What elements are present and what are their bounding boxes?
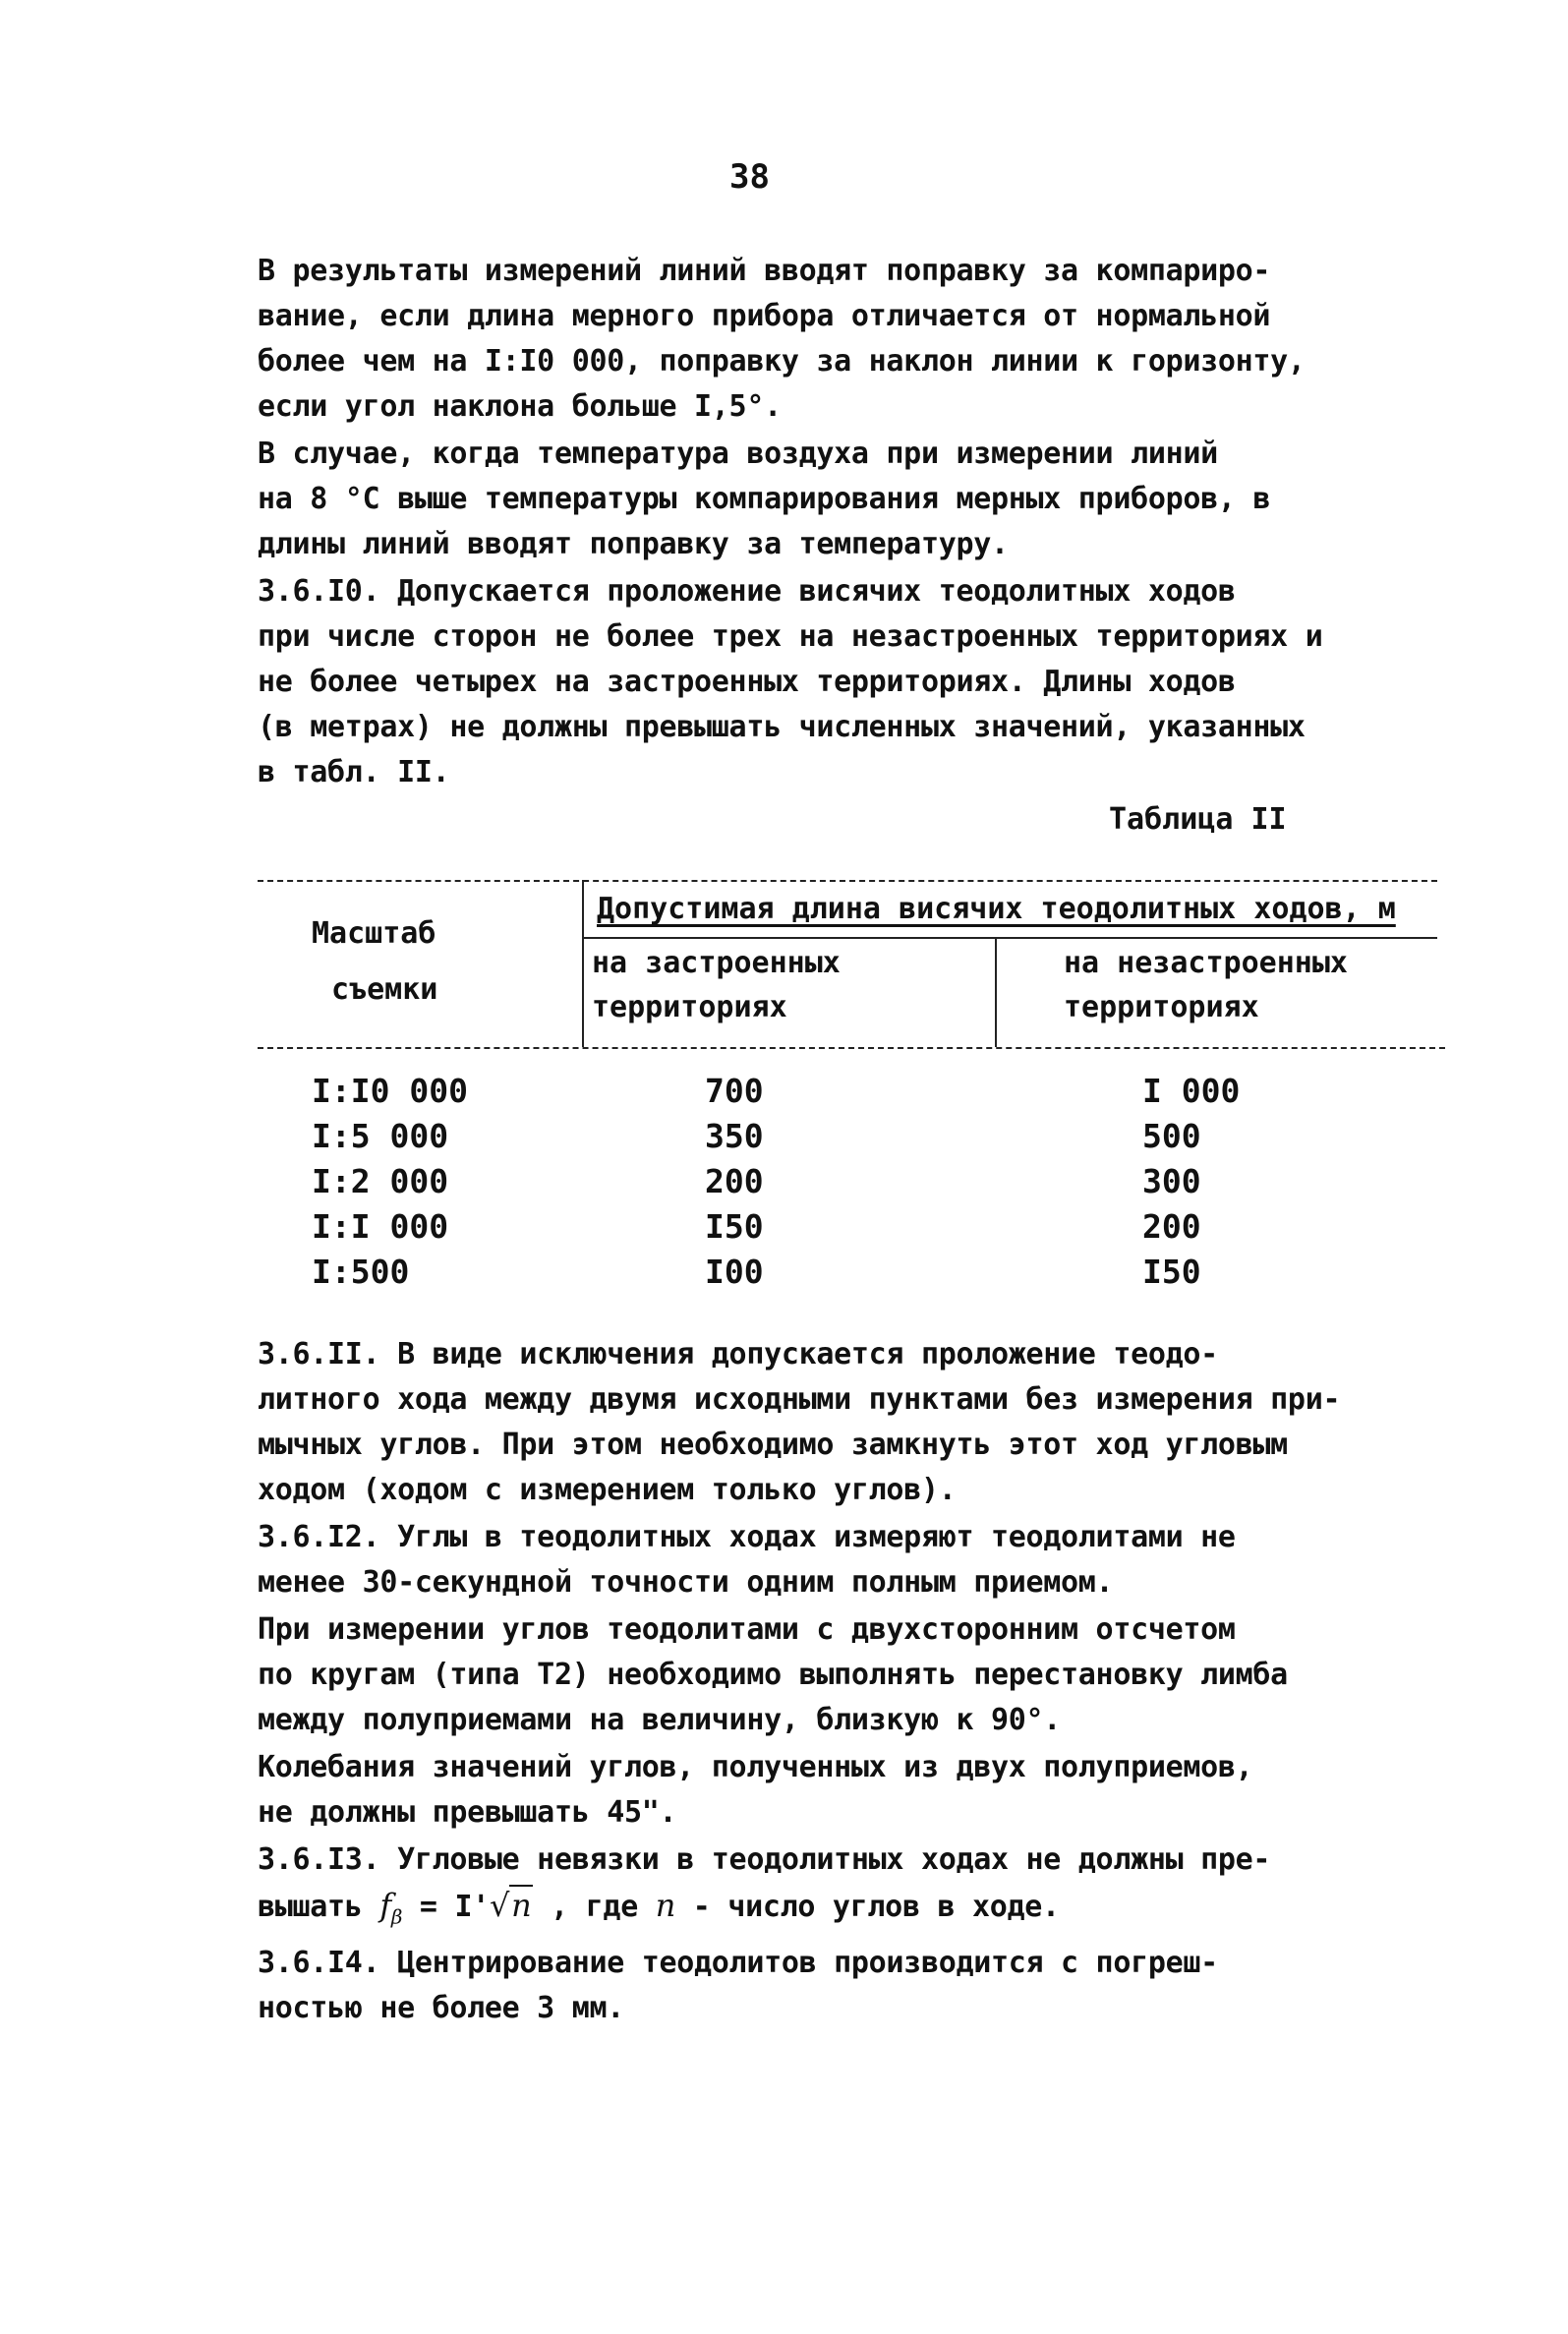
paragraph-angle-variation	[258, 1745, 1427, 1836]
table-left-divider	[582, 880, 584, 1047]
text-line: если угол наклона больше I,5°.	[258, 389, 782, 424]
table-group-rule	[584, 937, 1437, 939]
text-line: длины линий вводят поправку за температуру.	[258, 527, 1009, 561]
header-built-line-2: территориях	[592, 990, 787, 1024]
paragraph-3-6-10	[258, 569, 1427, 795]
text-line: мычных углов. При этом необходимо замкнуть этот ход угловым	[258, 1428, 1288, 1462]
formula-line	[258, 1883, 1427, 1939]
text-line: Колебания значений углов, полученных из двух полуприемов,	[258, 1750, 1253, 1784]
text-line: в табл. II.	[258, 755, 450, 789]
text-fragment: , где	[533, 1890, 656, 1924]
cell-built: 350	[705, 1117, 764, 1155]
table-header	[258, 880, 1447, 1052]
cell-built: I00	[705, 1253, 764, 1291]
text-line: вание, если длина мерного прибора отличается от нормальной	[258, 299, 1271, 333]
f-symbol: f	[379, 1887, 391, 1924]
text-line: при числе сторон не более трех на незастроенных территориях и	[258, 619, 1323, 654]
text-line: 3.6.I4. Центрирование теодолитов производится с погреш-	[258, 1946, 1218, 1981]
header-unbuilt-line-1: на незастроенных	[1064, 946, 1348, 980]
paragraph-corrections	[258, 249, 1427, 430]
after-table-text	[258, 1332, 1427, 2031]
text-line: 3.6.II. В виде исключения допускается проложение теодо-	[258, 1337, 1218, 1371]
text-line: между полуприемами на величину, близкую к 90°.	[258, 1703, 1062, 1737]
cell-built: 200	[705, 1162, 764, 1200]
table-row	[258, 1117, 1447, 1162]
text-line: 3.6.I0. Допускается проложение висячих теодолитных ходов	[258, 574, 1236, 609]
table-top-rule	[258, 880, 1437, 882]
header-built-line-1: на застроенных	[592, 946, 841, 980]
table-bottom-rule	[258, 1047, 1445, 1049]
text-line: ходом (ходом с измерением только углов).	[258, 1473, 957, 1507]
cell-scale: I:I0 000	[312, 1072, 468, 1110]
table-row	[258, 1207, 1447, 1253]
table-caption: Таблица II	[1109, 802, 1287, 837]
paragraph-3-6-13	[258, 1838, 1427, 1939]
intro-text	[258, 249, 1427, 795]
text-line: ностью не более 3 мм.	[258, 1991, 624, 2026]
cell-scale: I:2 000	[312, 1162, 449, 1200]
table-body	[258, 1072, 1447, 1298]
cell-unbuilt: I 000	[1142, 1072, 1241, 1110]
text-line: на 8 °С выше температуры компарирования мерных приборов, в	[258, 482, 1271, 516]
table-row	[258, 1253, 1447, 1298]
cell-unbuilt: 200	[1142, 1207, 1201, 1246]
cell-scale: I:I 000	[312, 1207, 449, 1246]
radicand: n	[511, 1887, 532, 1924]
text-line: более чем на I:I0 000, поправку за наклон линии к горизонту,	[258, 344, 1306, 379]
text-line: В случае, когда температура воздуха при измерении линий	[258, 437, 1218, 471]
cell-built: I50	[705, 1207, 764, 1246]
text-line: не более четырех на застроенных территориях. Длины ходов	[258, 665, 1236, 699]
text-line: не должны превышать 45".	[258, 1795, 677, 1830]
paragraph-3-6-14	[258, 1941, 1427, 2031]
cell-scale: I:500	[312, 1253, 410, 1291]
sqrt-sign: √	[489, 1887, 510, 1924]
text-line: литного хода между двумя исходными пунктами без измерения при-	[258, 1382, 1341, 1417]
text-line: менее 30-секундной точности одним полным приемом.	[258, 1565, 1114, 1600]
paragraph-temperature	[258, 432, 1427, 567]
page-number: 38	[729, 157, 770, 197]
misclosure-formula	[379, 1887, 403, 1929]
table-row	[258, 1162, 1447, 1207]
cell-unbuilt: 500	[1142, 1117, 1201, 1155]
cell-unbuilt: 300	[1142, 1162, 1201, 1200]
cell-scale: I:5 000	[312, 1117, 449, 1155]
paragraph-3-6-11	[258, 1332, 1427, 1513]
cell-unbuilt: I50	[1142, 1253, 1201, 1291]
n-symbol: n	[655, 1887, 676, 1924]
text-line: При измерении углов теодолитами с двухсторонним отсчетом	[258, 1612, 1236, 1647]
header-group: Допустимая длина висячих теодолитных ходов, м	[597, 892, 1396, 926]
sqrt-expression	[490, 1883, 533, 1928]
equals-sign: =	[402, 1890, 455, 1924]
cell-built: 700	[705, 1072, 764, 1110]
text-line: 3.6.I3. Угловые невязки в теодолитных ходах не должны пре-	[258, 1842, 1271, 1877]
paragraph-limb-rearrangement	[258, 1607, 1427, 1743]
header-scale-line-1: Масштаб	[312, 916, 436, 951]
beta-subscript: β	[390, 1904, 403, 1929]
header-scale-line-2: съемки	[331, 972, 438, 1007]
coefficient: I'	[454, 1890, 490, 1924]
text-fragment: вышать	[258, 1890, 380, 1924]
text-line: по кругам (типа Т2) необходимо выполнять перестановку лимба	[258, 1658, 1288, 1692]
table-row	[258, 1072, 1447, 1117]
text-line: 3.6.I2. Углы в теодолитных ходах измеряют теодолитами не	[258, 1520, 1236, 1554]
text-line: В результаты измерений линий вводят поправку за компариро-	[258, 254, 1271, 288]
paragraph-3-6-12	[258, 1515, 1427, 1605]
header-unbuilt-line-2: территориях	[1064, 990, 1259, 1024]
table-mid-divider	[995, 939, 997, 1047]
text-fragment: - число углов в ходе.	[675, 1890, 1060, 1924]
text-line: (в метрах) не должны превышать численных значений, указанных	[258, 710, 1306, 744]
